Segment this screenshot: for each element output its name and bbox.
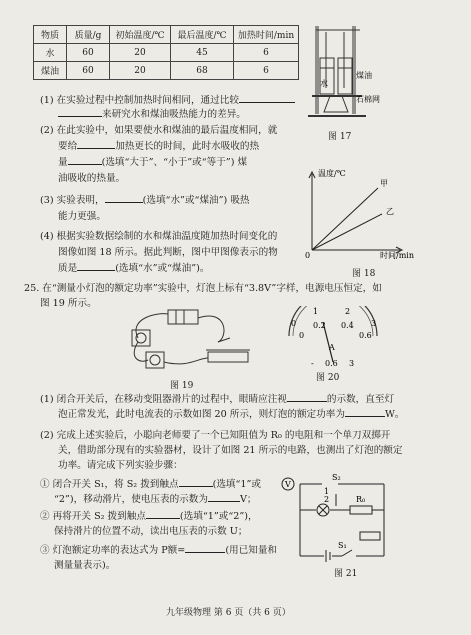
table-header-cell: 初始温度/℃ xyxy=(110,26,171,44)
table-header-cell: 质量/g xyxy=(67,26,110,44)
graph-ylabel: 温度/℃ xyxy=(318,169,346,178)
q2-line3: 量 (选填“大于”、“小于”或“等于”) 煤 xyxy=(58,157,248,168)
table-cell: 60 xyxy=(67,62,110,80)
step2-line1: ② 再将开关 S₂ 拨到触点 (选填“1”或“2”)， xyxy=(40,511,258,522)
page-footer: 九年级物理 第 6 页（共 6 页） xyxy=(166,608,291,618)
q3-line1: (3) 实验表明， (选填“水”或“煤油”) 吸热 xyxy=(40,195,250,206)
figure-17-apparatus xyxy=(296,18,388,136)
table-row xyxy=(34,44,299,62)
table-cell: 68 xyxy=(171,62,234,80)
p2-line2: 关，借助部分现有的实验器材，设计了如图 21 所示的电路，也测出了灯泡的额定 xyxy=(58,445,403,456)
svg-text:0: 0 xyxy=(291,319,297,328)
q1-line2: 来研究水和煤油吸热能力的差异。 xyxy=(58,108,246,122)
figure-19-circuit xyxy=(118,308,268,374)
graph-xlabel: 时间/min xyxy=(380,251,414,260)
q2-line1: (2) 在此实验中，如果要使水和煤油的最后温度相同，就 xyxy=(40,125,278,136)
q2-line2: 要给 加热更长的时间，此时水吸收的热 xyxy=(58,141,260,152)
svg-text:0.6: 0.6 xyxy=(359,331,372,340)
svg-text:1: 1 xyxy=(324,487,330,496)
figure-20-caption: 图 20 xyxy=(316,373,340,383)
table-cell: 煤油 xyxy=(34,62,67,80)
figure-18-graph xyxy=(304,164,420,260)
table-cell: 60 xyxy=(67,44,110,62)
q2-line4: 油吸收的热量。 xyxy=(58,173,126,184)
voltmeter-label: V xyxy=(285,480,291,489)
ammeter-unit: A xyxy=(329,343,335,352)
step1-line2: “2”)，移动滑片，使电压表的示数为 V； xyxy=(54,494,257,505)
q4-line2: 图像如图 18 所示。据此判断，图中甲图像表示的物 xyxy=(58,247,278,258)
svg-text:R₀: R₀ xyxy=(356,495,366,504)
step2-line2: 保持滑片的位置不动，读出电压表的示数 U； xyxy=(54,526,248,537)
svg-text:S₂: S₂ xyxy=(332,473,341,482)
data-table xyxy=(33,25,299,80)
q1-line1: (1) 在实验过程中控制加热时间相同，通过比较 xyxy=(40,94,295,108)
table-header-cell: 加热时间/min xyxy=(234,26,299,44)
p1-line1: (1) 闭合开关后，在移动变阻器滑片的过程中，眼睛应注视 的示数，直至灯 xyxy=(40,394,395,405)
step1-line1: ① 闭合开关 S₁，将 S₂ 拨到触点 (选填“1”或 xyxy=(40,479,262,490)
table-cell: 水 xyxy=(34,44,67,62)
figure-19-caption: 图 19 xyxy=(170,381,194,391)
figure-21-circuit xyxy=(276,472,396,566)
label-water: 水 xyxy=(320,79,328,88)
q4-line3: 质是 (选填“水”或“煤油”)。 xyxy=(58,263,210,274)
figure-21-caption: 图 21 xyxy=(334,569,358,579)
graph-origin: 0 xyxy=(305,251,311,260)
step3-line2: 测量量表示)。 xyxy=(54,560,116,571)
label-oil: 煤油 xyxy=(356,71,372,80)
table-cell: 20 xyxy=(110,62,171,80)
table-row xyxy=(34,62,299,80)
line-b-label: 乙 xyxy=(386,207,394,216)
svg-text:1: 1 xyxy=(313,307,319,316)
svg-text:0.6: 0.6 xyxy=(325,359,338,368)
table-cell: 45 xyxy=(171,44,234,62)
p2-line3: 功率。请完成下列实验步骤： xyxy=(58,460,183,471)
q3-line2: 能力更强。 xyxy=(58,211,106,222)
svg-text:S₁: S₁ xyxy=(338,541,347,550)
table-cell: 6 xyxy=(234,44,299,62)
q25-line1: 25. 在“测量小灯泡的额定功率”实验中，灯泡上标有“3.8V”字样，电源电压恒定，如 xyxy=(24,283,382,294)
svg-text:0: 0 xyxy=(299,331,305,340)
p2-line1: (2) 完成上述实验后，小聪向老师要了一个已知阻值为 R₀ 的电阻和一个单刀双掷开 xyxy=(40,430,391,441)
svg-text:2: 2 xyxy=(345,307,351,316)
figure-17-caption: 图 17 xyxy=(328,132,352,142)
svg-text:0.2: 0.2 xyxy=(313,321,326,330)
table-cell: 6 xyxy=(234,62,299,80)
svg-text:2: 2 xyxy=(324,495,330,504)
label-mesh: 石棉网 xyxy=(356,95,380,104)
figure-18-caption: 图 18 xyxy=(352,269,376,279)
svg-text:0.4: 0.4 xyxy=(341,321,354,330)
line-a-label: 甲 xyxy=(380,179,388,188)
table-header-row xyxy=(34,26,299,44)
svg-text:-: - xyxy=(311,359,314,368)
step3-line1: ③ 灯泡额定功率的表达式为 P额= (用已知量和 xyxy=(40,545,278,556)
svg-text:3: 3 xyxy=(349,359,355,368)
q25-line2: 图 19 所示。 xyxy=(40,298,97,309)
figure-20-ammeter xyxy=(283,306,383,368)
table-header-cell: 物质 xyxy=(34,26,67,44)
table-header-cell: 最后温度/℃ xyxy=(171,26,234,44)
svg-text:3: 3 xyxy=(371,319,377,328)
p1-line2: 泡正常发光，此时电流表的示数如图 20 所示，则灯泡的额定功率为 W。 xyxy=(58,409,405,420)
table-cell: 20 xyxy=(110,44,171,62)
q4-line1: (4) 根据实验数据绘制的水和煤油温度随加热时间变化的 xyxy=(40,231,278,242)
